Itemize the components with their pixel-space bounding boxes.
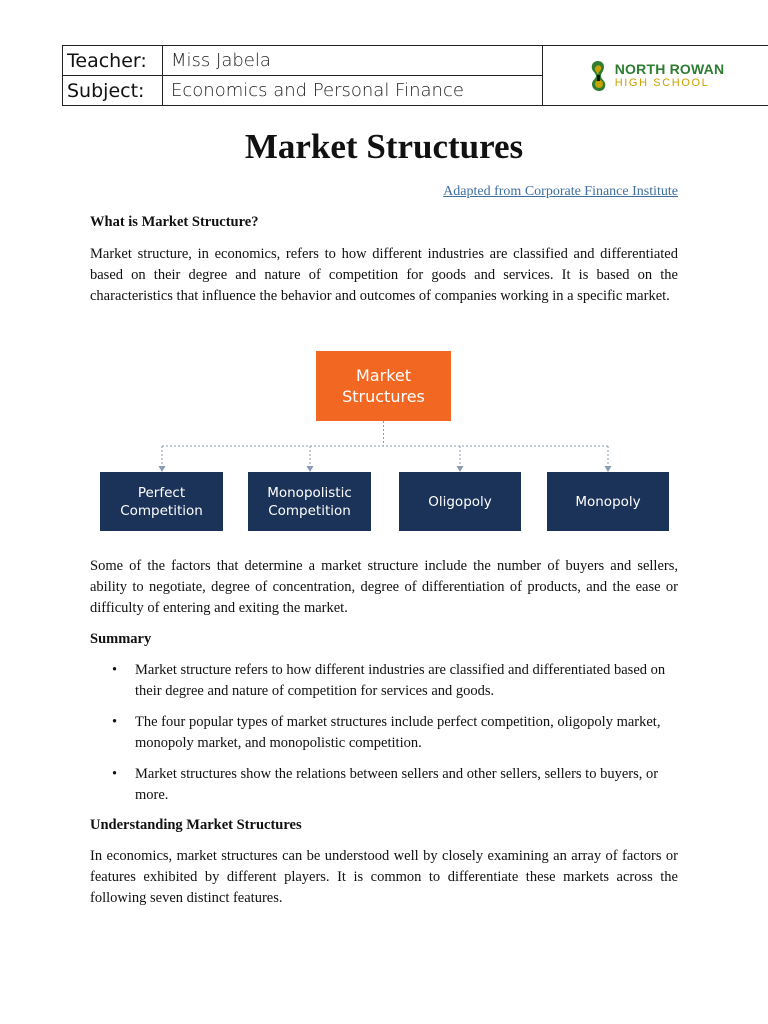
section-paragraph-understanding: In economics, market structures can be understood well by closely examining an array of factors or features exhibited by different players. It is common to differentiate these markets across the following seven distinct features. (90, 848, 678, 906)
diagram-node-monopolistic-competition: Monopolistic Competition (248, 472, 371, 531)
summary-heading: Summary (90, 631, 152, 647)
factors-paragraph: Some of the factors that determine a market structure include the number of buyers and sellers, ability to negotiate, degree of concentration, degree of differentiation of products, and the ease or difficulty of entering and exiting the market. (90, 558, 678, 616)
subject-value: Economics and Personal Finance (163, 76, 543, 105)
school-name-line1: NORTH ROWAN (614, 61, 725, 77)
subject-label: Subject: (63, 76, 163, 105)
school-name (615, 62, 725, 89)
school-name-line2: HIGH SCHOOL (614, 77, 710, 89)
section-paragraph-what-is: Market structure, in economics, refers to how different industries are classified and differentiated based on their degree and nature of competition for goods and services. It is based on the characteristics that influence the behavior and outcomes of companies working in a specific market. (90, 246, 678, 304)
teacher-value: Miss Jabela (163, 46, 543, 76)
summary-item: • Market structure refers to how different industries are classified and differentiated based on their degree and nature of competition for services and goods. (90, 660, 678, 702)
section-heading-what-is: What is Market Structure? (90, 214, 259, 230)
header-table (62, 45, 768, 106)
diagram-node-monopoly: Monopoly (547, 472, 669, 531)
page-title: Market Structures (244, 127, 524, 166)
diagram-root-market-structures: Market Structures (316, 351, 451, 421)
summary-item: • The four popular types of market structures include perfect competition, oligopoly market, monopoly market, and monopolistic competition. (90, 712, 678, 754)
source-link[interactable]: Adapted from Corporate Finance Institute (443, 184, 678, 199)
school-mascot-icon (587, 59, 609, 93)
section-heading-understanding: Understanding Market Structures (90, 817, 302, 833)
diagram-node-perfect-competition: Perfect Competition (100, 472, 223, 531)
school-logo (543, 46, 768, 105)
teacher-label: Teacher: (63, 46, 163, 76)
summary-item: • Market structures show the relations between sellers and other sellers, sellers to buyers, or more. (90, 764, 678, 806)
diagram-node-oligopoly: Oligopoly (399, 472, 521, 531)
summary-list (90, 660, 678, 816)
